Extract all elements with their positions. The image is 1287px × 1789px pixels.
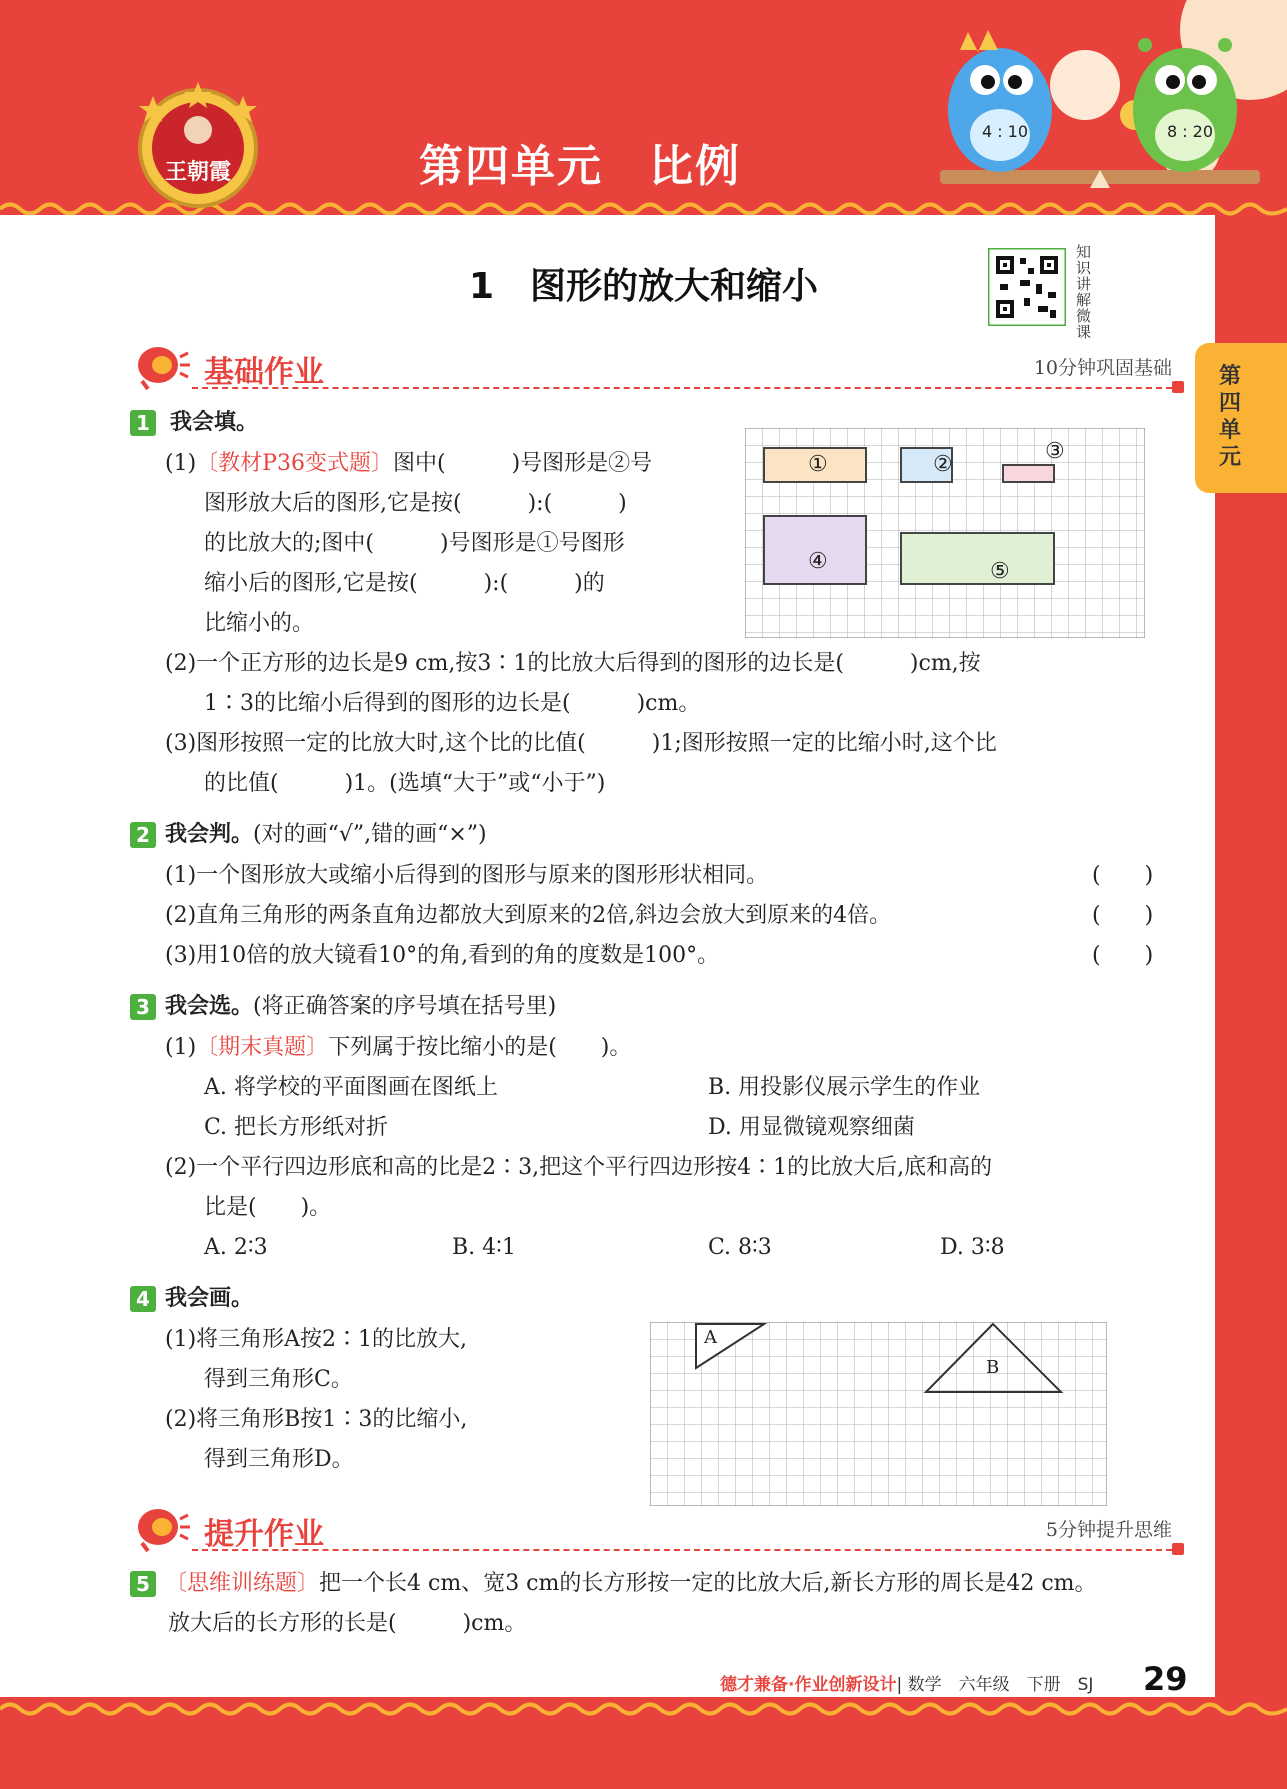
logo-text: 王朝霞 [164,160,231,185]
lesson-title: 1 图形的放大和缩小 [468,266,819,307]
shape-3 [1003,465,1054,482]
q5-line1-text: 把一个长4 cm、宽3 cm的长方形按一定的比放大后,新长方形的周长是42 cm。 [319,1571,1097,1596]
shape-label-1: ① [808,452,828,477]
footer-meta: | 数学 六年级 下册 SJ [896,1675,1094,1695]
q3-part1-text: 下列属于按比缩小的是( )。 [328,1035,632,1060]
section-basic-note: 10分钟巩固基础 [1033,357,1172,379]
question-number: 1 [130,410,156,436]
q4-line3: (2)将三角形B按1∶3的比缩小, [165,1407,468,1432]
q2-item-3: (3)用10倍的放大镜看10°的角,看到的角的度数是100°。 [165,943,720,968]
q4-line4: 得到三角形D。 [204,1447,354,1472]
mascot-right-label: 8 : 20 [1166,122,1214,141]
unit-title: 第四单元 比例 [419,141,741,192]
q4-line1: (1)将三角形A按2∶1的比放大, [165,1327,468,1352]
q3-p2-option-b[interactable]: B. 4∶1 [452,1235,516,1260]
question-title: 我会填。 [170,410,259,435]
q4-drawing-grid[interactable] [650,1322,1107,1506]
question-title-sub: (将正确答案的序号填在括号里) [253,994,557,1019]
question-number: 5 [130,1571,156,1597]
shape-label-4: ④ [808,549,828,574]
side-tab-label: 第四单元 [1218,364,1241,470]
question-title-main: 我会判。 [165,822,254,847]
footer-wave-border [0,1700,1287,1718]
question-number: 2 [130,822,156,848]
page-number: 29 [1143,1660,1188,1698]
q1-part1-line1-text: 图中( )号图形是②号 [392,451,653,476]
shape-label-5: ⑤ [990,559,1010,584]
question-title [165,821,487,849]
question-title: 我会画。 [165,1286,254,1311]
qr-label: 知识讲解微课 [1076,243,1092,341]
question-title-sub: (对的画“√”,错的画“×”) [253,822,487,847]
section-basic-title: 基础作业 [204,355,324,390]
q3-part2-line1: (2)一个平行四边形底和高的比是2∶3,把这个平行四边形按4∶1的比放大后,底和高的 [165,1155,993,1180]
q1-part3-line2: 的比值( )1。(选填“大于”或“小于”) [204,771,606,796]
q1-part1-line5: 比缩小的。 [204,611,315,636]
section-advanced-header [132,1505,1172,1553]
q5-line2: 放大后的长方形的长是( )cm。 [168,1611,527,1636]
q1-part1-line4: 缩小后的图形,它是按( ):( )的 [204,571,605,596]
question-title [165,993,556,1021]
section-divider [192,387,1172,389]
bell-icon [132,1505,192,1555]
question-number: 3 [130,994,156,1020]
source-tag: 〔期末真题〕 [196,1035,329,1060]
section-divider-end [1172,1543,1184,1555]
q2-answer-bracket-1[interactable]: ( ) [1092,863,1154,888]
q1-part2-line2: 1∶3的比缩小后得到的图形的边长是( )cm。 [204,691,701,716]
mascot-left-label: 4 : 10 [981,122,1029,141]
q3-option-a[interactable]: A. 将学校的平面图画在图纸上 [204,1075,498,1100]
bell-icon [132,343,192,393]
source-tag: 〔思维训练题〕 [165,1571,320,1596]
question-title-main: 我会选。 [165,994,254,1019]
triangle-a-label: A [704,1327,717,1348]
q2-item-1: (1)一个图形放大或缩小后得到的图形与原来的图形形状相同。 [165,863,769,888]
section-divider [192,1549,1172,1551]
q2-item-2: (2)直角三角形的两条直角边都放大到原来的2倍,斜边会放大到原来的4倍。 [165,903,892,928]
side-tab [1195,343,1287,493]
q3-part2-line2: 比是( )。 [204,1195,332,1220]
q5-line1 [165,1570,1097,1598]
q3-option-b[interactable]: B. 用投影仪展示学生的作业 [708,1075,981,1100]
footer-brand: 德才兼备·作业创新设计 [720,1675,897,1695]
q3-part1-line [165,1034,631,1062]
q2-answer-bracket-2[interactable]: ( ) [1092,903,1154,928]
q3-p2-option-a[interactable]: A. 2∶3 [204,1235,268,1260]
shape-label-3: ③ [1045,439,1065,464]
q1-part1-line1 [165,450,652,478]
q2-answer-bracket-3[interactable]: ( ) [1092,943,1154,968]
q1-part3-line1: (3)图形按照一定的比放大时,这个比的比值( )1;图形按照一定的比缩小时,这个比 [165,731,997,756]
mascots-illustration [940,10,1280,200]
q3-option-d[interactable]: D. 用显微镜观察细菌 [708,1115,915,1140]
q1-part2-line1: (2)一个正方形的边长是9 cm,按3∶1的比放大后得到的图形的边长是( )cm,按 [165,651,981,676]
q4-line2: 得到三角形C。 [204,1367,353,1392]
shape-label-2: ② [933,452,953,477]
q1-part1-line2: 图形放大后的图形,它是按( ):( ) [204,491,627,516]
q1-part1-line3: 的比放大的;图中( )号图形是①号图形 [204,531,625,556]
part-label: (1) [165,1035,197,1060]
triangle-b-label: B [986,1357,1000,1378]
part-label: (1) [165,451,197,476]
section-advanced-title: 提升作业 [204,1517,324,1552]
q3-p2-option-c[interactable]: C. 8∶3 [708,1235,772,1260]
footer-info [720,1670,1093,1695]
q3-p2-option-d[interactable]: D. 3∶8 [940,1235,1005,1260]
section-advanced-note: 5分钟提升思维 [1045,1519,1172,1541]
q3-option-c[interactable]: C. 把长方形纸对折 [204,1115,389,1140]
section-divider-end [1172,381,1184,393]
shape-5 [901,533,1054,584]
question-number: 4 [130,1286,156,1312]
source-tag: 〔教材P36变式题〕 [196,451,393,476]
qr-code-icon[interactable] [988,248,1066,326]
section-basic-header [132,343,1172,391]
